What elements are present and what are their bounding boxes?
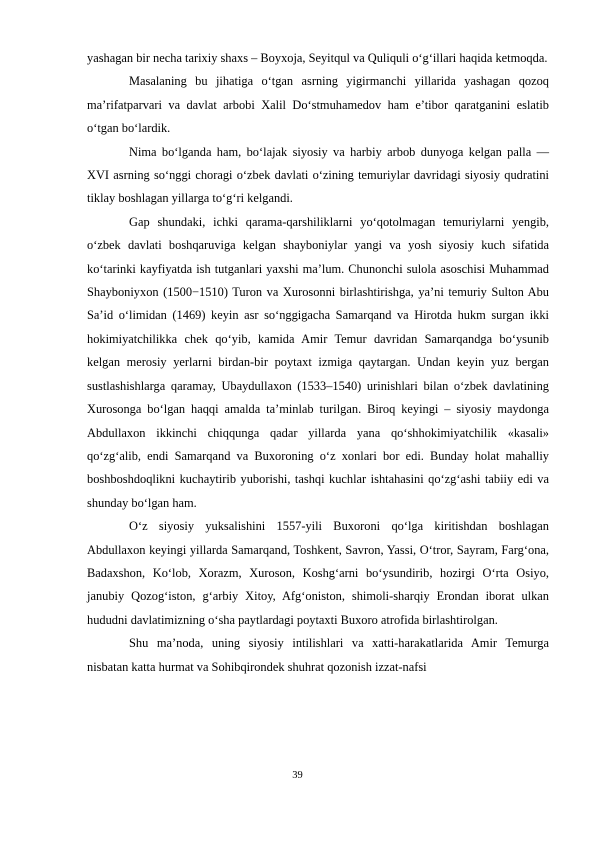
paragraph-continuation: yashagan bir necha tarixiy shaxs – Boyxoja, Seyitqul va Quliquli o‘g‘illari haqida ketmoqda. xyxy=(87,51,548,65)
paragraph-abdullakhan-conquests: O‘z siyosiy yuksalishini 1557-yili Buxoroni qo‘lga kiritishdan boshlagan Abdullaxon keyingi yillarda Samarqand, Toshkent, Savron, Yassi, O‘tror, Sayram, Farg‘ona, Badaxshon, Ko‘lob, Xorazm, Xuroson, Koshg‘arni bo‘ysundirib, hozirgi O‘rta Osiyo, janubiy Qozog‘iston, g‘arbiy Xitoy, Afg‘oniston, shimoli-sharqiy Erondan iborat ulkan hududni davlatimizning o‘sha paytlardagi poytaxti Buxoro atrofida birlashtirolgan. xyxy=(87,519,549,627)
paragraph-amir-temur: Shu ma’noda, uning siyosiy intilishlari va xatti-harakatlarida Amir Temurga nisbatan katta hurmat va Sohibqirondek shuhrat qozonish izzat-nafsi xyxy=(87,636,549,674)
paragraph-shaybanids: Gap shundaki, ichki qarama-qarshiliklarni yo‘qotolmagan temuriylarni yengib, o‘zbek davlati boshqaruviga kelgan shayboniylar yangi va yosh siyosiy kuch sifatida ko‘tarinki kayfiyatda ish tutganlari yaxshi ma’lum. Chunonchi sulola asoschisi Muhammad Shayboniyxon (1500−1510) Turon va Xurosonni birlashtirishga, ya’ni temuriy Sulton Abu Sa’id o‘limidan (1469) keyin asr so‘nggigacha Samarqand va Hirotda hukm surgan ikki hokimiyatchilikka chek qo‘yib, kamida Amir Temur davridan Samarqandga bo‘ysunib kelgan merosiy yerlarni birdan-bir poytaxt izmiga qaytargan. Undan keyin yuz bergan sustlashishlarga qaramay, Ubaydullaxon (1533–1540) urinishlari bilan o‘zbek davlatining Xurosonga bo‘lgan haqqi amalda ta’minlab turilgan. Biroq keyingi – siyosiy maydonga Abdullaxon ikkinchi chiqqunga qadar yillarda yana qo‘shhokimiyatchilik «kasali» qo‘zg‘alib, endi Samarqand va Buxoroning o‘z xonlari bor edi. Bunday holat mahalliy boshboshdoqlikni kuchaytirib yuborishi, tashqi kuchlar ishtahasini qo‘zg‘ashi tabiiy edi va shunday bo‘lgan ham. xyxy=(87,214,549,510)
document-page xyxy=(87,47,549,679)
page-number: 39 xyxy=(292,770,303,781)
paragraph-xvi-century: Nima bo‘lganda ham, bo‘lajak siyosiy va harbiy arbob dunyoga kelgan palla — XVI asrning so‘nggi choragi o‘zbek davlati o‘zining temuriylar davridagi siyosiy qudratini tiklay boshlagan yillarga to‘g‘ri kelgandi. xyxy=(87,144,549,206)
paragraph-dostmuhamedov: Masalaning bu jihatiga o‘tgan asrning yigirmanchi yillarida yashagan qozoq ma’rifatparvari va davlat arbobi Xalil Do‘stmuhamedov ham e’tibor qaratganini eslatib o‘tgan bo‘lardik. xyxy=(87,74,549,136)
